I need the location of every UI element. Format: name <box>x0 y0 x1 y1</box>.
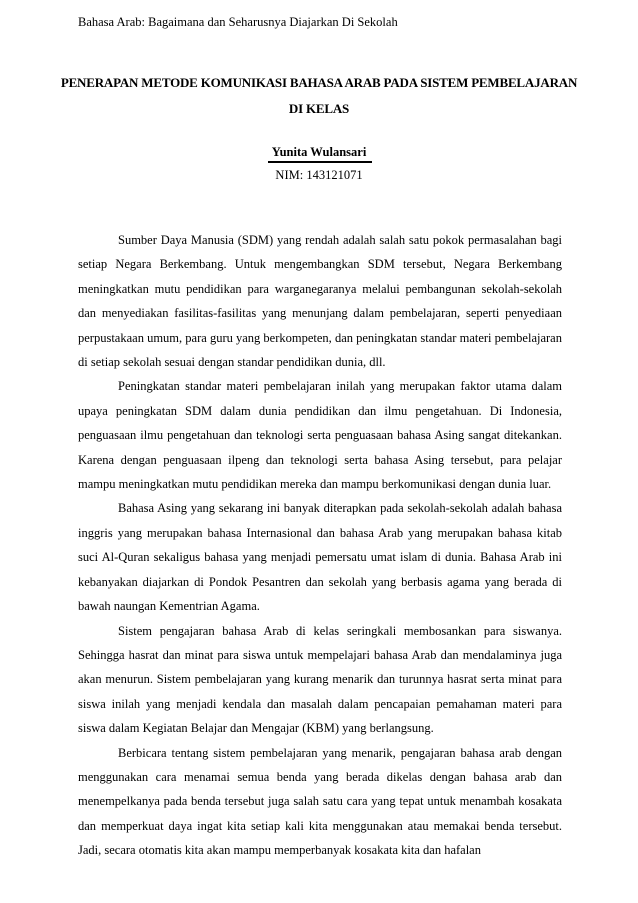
paragraph-2: Peningkatan standar materi pembelajaran inilah yang merupakan faktor utama dalam upaya peningkatan SDM dalam dunia pendidikan dan ilmu pengetahuan. Di Indonesia, penguasaan ilmu pengetahuan dan teknologi serta penguasaan bahasa Asing sangat ditekankan. Karena dengan penguasaan ilpeng dan teknologi serta bahasa Asing tersebut, para pelajar mampu meningkatkan mutu pendidikan mereka dan mampu berkomunikasi dengan dunia luar. <box>78 379 562 492</box>
author-underline <box>268 161 372 163</box>
paragraph-4: Sistem pengajaran bahasa Arab di kelas seringkali membosankan para siswanya. Sehingga hasrat dan minat para siswa untuk mempelajari bahasa Arab dan mendalaminya juga akan menurun. Sistem pembelajaran yang kurang menarik dan turunnya hasrat serta minat para siswa inilah yang menjadi kendala dan masalah dalam pencapaian pemahaman materi para siswa dalam Kegiatan Belajar dan Mengajar (KBM) yang berlangsung. <box>78 623 562 736</box>
running-header: Bahasa Arab: Bagaimana dan Seharusnya Diajarkan Di Sekolah <box>78 15 398 29</box>
paragraph-5: Berbicara tentang sistem pembelajaran yang menarik, pengajaran bahasa arab dengan menggunakan cara menamai semua benda yang berada dikelas dengan bahasa arab dan menempelkanya pada benda tersebut juga salah satu cara yang tepat untuk menambah kosakata dan memperkuat daya ingat kita setiap kali kita menggunakan atau memakai benda tersebut. Jadi, secara otomatis kita akan mampu memperbanyak kosakata kita dan hafalan <box>78 745 562 858</box>
paragraph-3: Bahasa Asing yang sekarang ini banyak diterapkan pada sekolah-sekolah adalah bahasa inggris yang merupakan bahasa Internasional dan bahasa Arab yang merupakan bahasa kitab suci Al-Quran sekaligus bahasa yang menjadi pemersatu umat islam di dunia. Bahasa Arab ini kebanyakan diajarkan di Pondok Pesantren dan sekolah yang berbasis agama yang berada di bawah naungan Kementrian Agama. <box>78 501 562 614</box>
author-name: Yunita Wulansari <box>271 145 367 159</box>
paragraph-1: Sumber Daya Manusia (SDM) yang rendah adalah salah satu pokok permasalahan bagi setiap Negara Berkembang. Untuk mengembangkan SDM tersebut, Negara Berkembang meningkatkan mutu pendidikan para warganegaranya melalui pembangunan sekolah-sekolah dan menyediakan fasilitas-fasilitas yang menunjang dalam pembelajaran, seperti penyediaan perpustakaan umum, para guru yang berkompeten, dan peningkatan standar materi pembelajaran di setiap sekolah sesuai dengan standar pendidikan dunia, dll. <box>78 233 562 370</box>
student-id: NIM: 143121071 <box>275 168 363 182</box>
article-title: PENERAPAN METODE KOMUNIKASI BAHASA ARAB PADA SISTEM PEMBELAJARAN DI KELAS <box>60 75 578 116</box>
article-body <box>78 228 562 863</box>
